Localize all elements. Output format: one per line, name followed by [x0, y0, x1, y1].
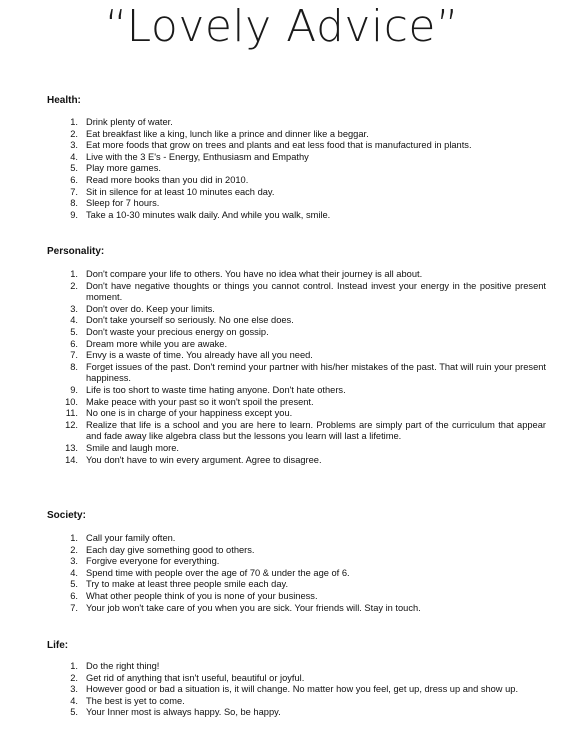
item-number: 7. — [70, 186, 78, 197]
list-item — [0, 707, 546, 719]
item-text: Drink plenty of water. — [86, 117, 173, 127]
item-number: 7. — [70, 602, 78, 613]
item-number: 8. — [70, 361, 78, 372]
item-text: Your Inner most is always happy. So, be happy. — [86, 707, 281, 718]
item-number: 5. — [70, 326, 78, 337]
list-item — [0, 269, 546, 281]
item-number: 3. — [70, 303, 78, 314]
item-text: Spend time with people over the age of 70 & under the age of 6. — [86, 567, 350, 578]
item-text: Call your family often. — [86, 533, 176, 543]
item-text: Take a 10-30 minutes walk daily. And while you walk, smile. — [86, 209, 331, 220]
item-number: 1. — [70, 269, 78, 279]
list-item — [0, 152, 546, 164]
list-item — [0, 117, 546, 129]
item-number: 9. — [70, 384, 78, 395]
list-item — [0, 556, 546, 568]
item-number: 3. — [70, 140, 78, 151]
item-number: 4. — [70, 315, 78, 326]
list-item — [0, 568, 546, 580]
item-text: Don't compare your life to others. You have no idea what their journey is all about. — [86, 269, 423, 279]
section-heading: Health: — [47, 95, 81, 106]
item-text: Eat more foods that grow on trees and plants and eat less food that is manufactured in plants. — [86, 140, 472, 151]
item-text: What other people think of you is none of your business. — [86, 590, 318, 601]
list-item — [0, 397, 546, 409]
item-text: Dream more while you are awake. — [86, 338, 228, 349]
item-text: Don't have negative thoughts or things you cannot control. Instead invest your energy in the positive present moment. — [86, 280, 546, 303]
list-item — [0, 673, 546, 685]
list-item — [0, 350, 546, 362]
advice-list — [0, 661, 564, 719]
item-text: Eat breakfast like a king, lunch like a prince and dinner like a beggar. — [86, 128, 369, 139]
item-number: 4. — [70, 567, 78, 578]
list-item — [0, 385, 546, 397]
item-text: No one is in charge of your happiness except you. — [86, 408, 293, 419]
item-text: Smile and laugh more. — [86, 442, 180, 453]
item-number: 8. — [70, 198, 78, 209]
item-text: You don't have to win every argument. Agree to disagree. — [86, 454, 322, 465]
item-text: Realize that life is a school and you are here to learn. Problems are simply part of the curriculum that appear and fade away like algebra class but the lessons you learn will last a lifetime. — [86, 419, 546, 442]
list-item — [0, 281, 546, 304]
list-item — [0, 362, 546, 385]
item-number: 10. — [65, 396, 78, 407]
item-number: 12. — [65, 419, 78, 430]
item-number: 6. — [70, 338, 78, 349]
list-item — [0, 420, 546, 443]
list-item — [0, 304, 546, 316]
list-item — [0, 210, 546, 222]
item-text: However good or bad a situation is, it will change. No matter how you feel, get up, dress up and show up. — [86, 684, 519, 695]
list-item — [0, 315, 546, 327]
item-number: 2. — [70, 544, 78, 555]
item-number: 5. — [70, 707, 78, 718]
item-text: Sit in silence for at least 10 minutes each day. — [86, 186, 275, 197]
item-number: 7. — [70, 350, 78, 361]
item-text: Forgive everyone for everything. — [86, 556, 220, 567]
list-item — [0, 327, 546, 339]
list-item — [0, 408, 546, 420]
advice-list — [0, 533, 564, 614]
list-item — [0, 661, 546, 673]
item-number: 2. — [70, 280, 78, 291]
item-number: 5. — [70, 579, 78, 590]
item-text: Do the right thing! — [86, 661, 160, 671]
advice-list — [0, 269, 564, 466]
item-number: 1. — [70, 533, 78, 543]
item-number: 1. — [70, 117, 78, 127]
list-item — [0, 455, 546, 467]
item-text: Envy is a waste of time. You already have all you need. — [86, 350, 313, 361]
item-number: 13. — [65, 442, 78, 453]
section-heading: Personality: — [47, 246, 105, 257]
item-number: 4. — [70, 151, 78, 162]
list-item — [0, 140, 546, 152]
item-text: Live with the 3 E's - Energy, Enthusiasm and Empathy — [86, 151, 309, 162]
item-text: Don't over do. Keep your limits. — [86, 303, 215, 314]
item-text: Your job won't take care of you when you are sick. Your friends will. Stay in touch. — [86, 602, 421, 613]
item-number: 2. — [70, 128, 78, 139]
list-item — [0, 603, 546, 615]
page-title: “Lovely Advice” — [104, 1, 460, 52]
item-number: 11. — [65, 408, 78, 419]
list-item — [0, 187, 546, 199]
list-item — [0, 591, 546, 603]
list-item — [0, 545, 546, 557]
item-number: 3. — [70, 556, 78, 567]
list-item — [0, 533, 546, 545]
list-item — [0, 163, 546, 175]
item-number: 3. — [70, 684, 78, 695]
item-text: Life is too short to waste time hating anyone. Don't hate others. — [86, 384, 346, 395]
list-item — [0, 579, 546, 591]
item-text: Forget issues of the past. Don't remind your partner with his/her mistakes of the past. That will ruin your present happiness. — [86, 361, 546, 384]
item-text: Play more games. — [86, 163, 161, 174]
item-number: 14. — [65, 454, 78, 465]
item-text: Don't take yourself so seriously. No one else does. — [86, 315, 294, 326]
item-text: Try to make at least three people smile each day. — [86, 579, 289, 590]
item-number: 6. — [70, 174, 78, 185]
list-item — [0, 684, 546, 696]
item-text: The best is yet to come. — [86, 695, 185, 706]
item-number: 6. — [70, 590, 78, 601]
item-number: 9. — [70, 209, 78, 220]
item-number: 2. — [70, 672, 78, 683]
item-number: 1. — [70, 661, 78, 671]
advice-list — [0, 117, 564, 221]
list-item — [0, 339, 546, 351]
item-text: Read more books than you did in 2010. — [86, 174, 249, 185]
section-heading: Life: — [47, 640, 69, 651]
item-number: 5. — [70, 163, 78, 174]
section-heading: Society: — [47, 510, 86, 521]
item-text: Get rid of anything that isn't useful, beautiful or joyful. — [86, 672, 305, 683]
list-item — [0, 443, 546, 455]
item-text: Sleep for 7 hours. — [86, 198, 160, 209]
list-item — [0, 198, 546, 210]
list-item — [0, 129, 546, 141]
item-text: Don't waste your precious energy on gossip. — [86, 326, 269, 337]
list-item — [0, 696, 546, 708]
item-text: Each day give something good to others. — [86, 544, 255, 555]
item-text: Make peace with your past so it won't spoil the present. — [86, 396, 314, 407]
item-number: 4. — [70, 695, 78, 706]
list-item — [0, 175, 546, 187]
